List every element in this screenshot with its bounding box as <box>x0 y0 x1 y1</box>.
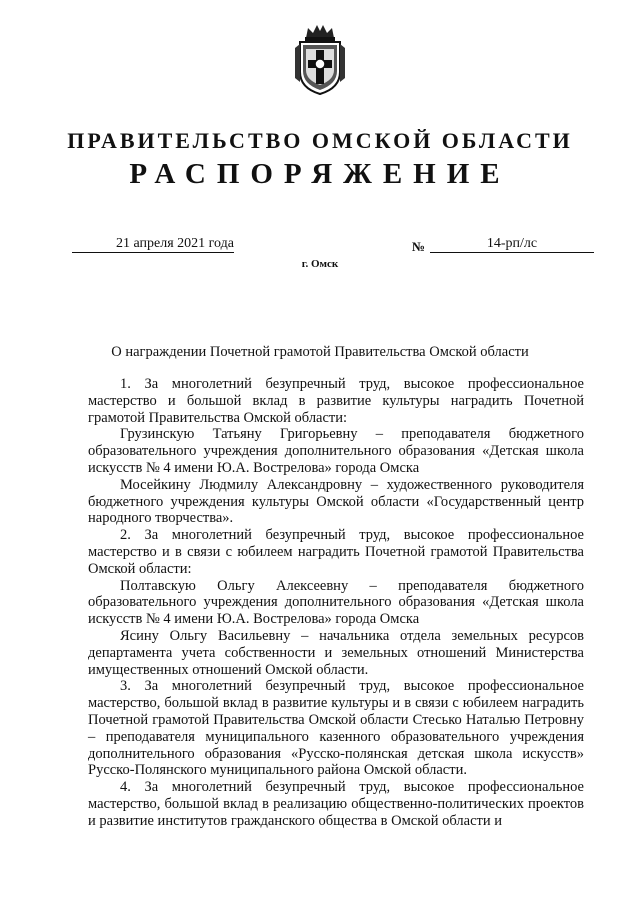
document-subject: О награждении Почетной грамотой Правительства Омской области <box>111 344 529 360</box>
omsk-coat-of-arms-emblem <box>292 22 348 96</box>
paragraph-awardee-gruzinskaya: Грузинскую Татьяну Григорьевну – преподавателя бюджетного образовательного учреждения дополнительного образования «Детская школа искусств № 4 имени Ю.А. Вострелова» города Омска <box>88 426 584 476</box>
document-body <box>88 376 584 830</box>
city-label: г. Омск <box>301 258 339 270</box>
document-number: 14-рп/лс <box>430 236 594 253</box>
government-name-heading: ПРАВИТЕЛЬСТВО ОМСКОЙ ОБЛАСТИ <box>67 128 573 153</box>
paragraph-awardee-poltavskaya: Полтавскую Ольгу Алексеевну – преподавателя бюджетного образовательного учреждения дополнительного образования «Детская школа искусств № 4 имени Ю.А. Вострелова» города Омска <box>88 577 584 628</box>
paragraph-awardee-yasina: Ясину Ольгу Васильевну – начальника отдела земельных ресурсов департамента учета собственности и земельных отношений Министерства имущественных отношений Омской области. <box>88 627 584 678</box>
paragraph-awardee-moseykina: Мосейкину Людмилу Александровну – художественного руководителя бюджетного учреждения культуры Омской области «Государственный центр народного творчества». <box>88 476 584 527</box>
paragraph-1: 1. За многолетний безупречный труд, высокое профессиональное мастерство и большой вклад в развитие культуры наградить Почетной грамотой Правительства Омской области: <box>88 376 584 426</box>
paragraph-3: 3. За многолетний безупречный труд, высокое профессиональное мастерство, большой вклад в развитие культуры и в связи с юбилеем наградить Почетной грамотой Правительства Омской области Стесько Наталью Петровну – преподавателя муниципального казенного образовательного учреждения дополнительного образования «Русско-полянская детская школа искусств» Русско-Полянского муниципального района Омской области. <box>88 678 584 779</box>
document-date: 21 апреля 2021 года <box>72 236 234 253</box>
document-type-heading: РАСПОРЯЖЕНИЕ <box>129 158 511 190</box>
paragraph-4: 4. За многолетний безупречный труд, высокое профессиональное мастерство, большой вклад в реализацию общественно-политических проектов и развитие институтов гражданского общества в Омской области и <box>88 779 584 829</box>
number-sign: № <box>412 239 426 254</box>
paragraph-2: 2. За многолетний безупречный труд, высокое профессиональное мастерство и в связи с юбилеем наградить Почетной грамотой Правительства Омской области: <box>88 527 584 577</box>
